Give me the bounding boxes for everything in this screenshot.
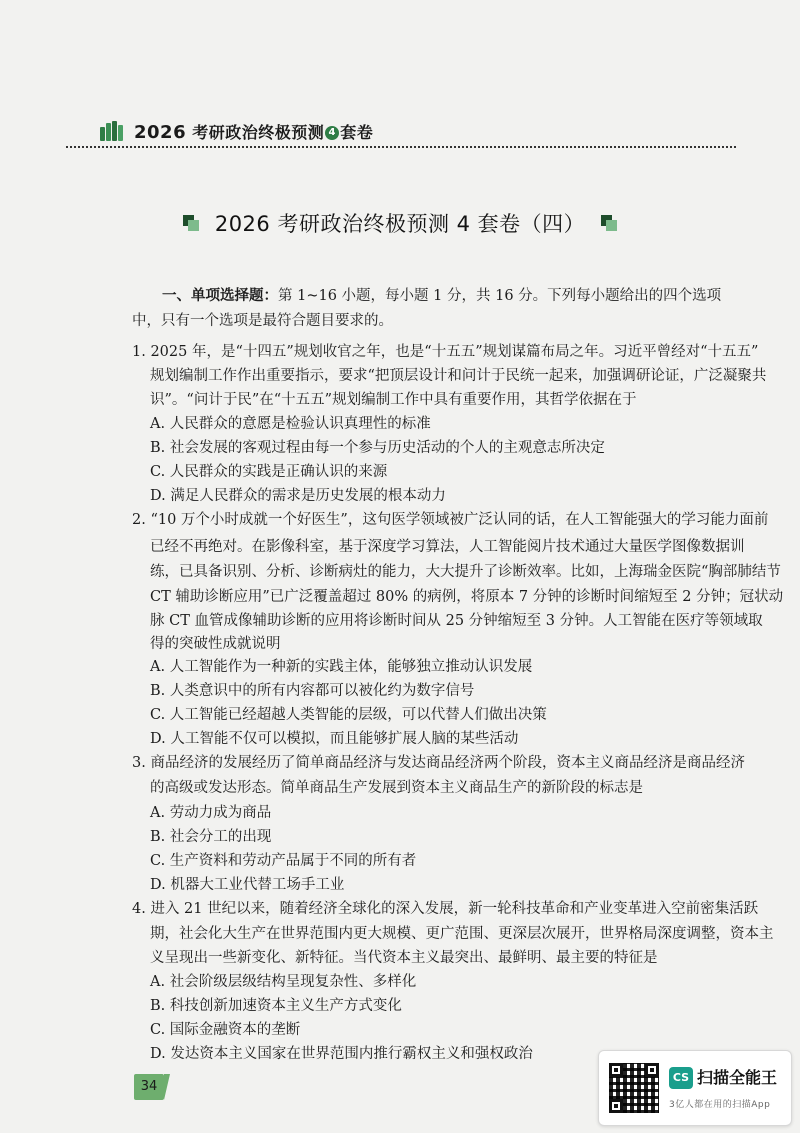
camscanner-logo-icon: CS <box>669 1067 693 1089</box>
q1-option-d: D. 满足人民群众的需求是历史发展的根本动力 <box>150 488 446 504</box>
qr-code-icon <box>609 1063 659 1113</box>
q1-option-a: A. 人民群众的意愿是检验认识真理性的标准 <box>150 416 431 432</box>
q4-option-d: D. 发达资本主义国家在世界范围内推行霸权主义和强权政治 <box>150 1046 533 1062</box>
header-year: 2026 <box>134 121 187 143</box>
watermark-tagline: 3亿人都在用的扫描App <box>669 1100 771 1110</box>
section-heading: 一、单项选择题： <box>162 288 278 304</box>
q3-option-c: C. 生产资料和劳动产品属于不同的所有者 <box>150 853 417 869</box>
scanner-watermark <box>598 1050 792 1126</box>
q4-stem-line: 期，社会化大生产在世界范围内更大规模、更广范围、更深层次展开，世界格局深度调整，资本主 <box>150 926 774 942</box>
q2-stem-line: CT 辅助诊断应用”已广泛覆盖超过 80% 的病例，将原本 7 分钟的诊断时间缩短至 2 分钟；冠状动 <box>150 589 784 605</box>
q1-stem-line: 1. 2025 年，是“十四五”规划收官之年，也是“十五五”规划谋篇布局之年。习近平曾经对“十五五” <box>132 344 759 360</box>
q2-option-d: D. 人工智能不仅可以模拟，而且能够扩展人脑的某些活动 <box>150 731 519 747</box>
decor-squares-left-icon <box>183 215 199 231</box>
running-header <box>100 118 373 144</box>
book-icon <box>100 121 126 141</box>
q2-stem-line: 得的突破性成就说明 <box>150 636 281 652</box>
q1-stem-line: 识”。“问计于民”在“十五五”规划编制工作中具有重要作用，其哲学依据在于 <box>150 392 637 408</box>
paper-title: 2026 考研政治终极预测 4 套卷（四） <box>214 212 586 236</box>
q2-stem-line: 练，已具备识别、分析、诊断病灶的能力，大大提升了诊断效率。比如，上海瑞金医院“胸部肺结节 <box>150 564 781 580</box>
header-circled-number: 4 <box>325 126 339 140</box>
q2-stem-line: 2. “10 万个小时成就一个好医生”，这句医学领域被广泛认同的话，在人工智能强大的学习能力面前 <box>132 512 769 528</box>
header-series-title: 考研政治终极预测 <box>192 122 325 142</box>
title-row <box>0 208 800 238</box>
decor-squares-right-icon <box>601 215 617 231</box>
q1-option-c: C. 人民群众的实践是正确认识的来源 <box>150 464 388 480</box>
watermark-app-name: 扫描全能王 <box>697 1068 778 1087</box>
page-number: 34 <box>134 1074 164 1100</box>
q1-stem-line: 规划编制工作作出重要指示，要求“把顶层设计和问计于民统一起来，加强调研论证，广泛凝聚共 <box>150 368 767 384</box>
section-intro <box>132 284 726 334</box>
q3-stem-line: 3. 商品经济的发展经历了简单商品经济与发达商品经济两个阶段，资本主义商品经济是商品经济 <box>132 755 745 771</box>
q4-option-b: B. 科技创新加速资本主义生产方式变化 <box>150 998 402 1014</box>
q2-option-b: B. 人类意识中的所有内容都可以被化约为数字信号 <box>150 683 475 699</box>
q4-option-a: A. 社会阶级层级结构呈现复杂性、多样化 <box>150 974 417 990</box>
q2-stem-line: 已经不再绝对。在影像科室，基于深度学习算法，人工智能阅片技术通过大量医学图像数据训 <box>150 539 745 555</box>
q2-option-c: C. 人工智能已经超越人类智能的层级，可以代替人们做出决策 <box>150 707 547 723</box>
q3-option-d: D. 机器大工业代替工场手工业 <box>150 877 345 893</box>
q4-option-c: C. 国际金融资本的垄断 <box>150 1022 301 1038</box>
q4-stem-line: 4. 进入 21 世纪以来，随着经济全球化的深入发展，新一轮科技革命和产业变革进入空前密集活跃 <box>132 901 759 917</box>
section-instructions: 第 1~16 小题，每小题 1 分，共 16 分。下列每小题给出的四个选项中，只有一个选项是最符合题目要求的。 <box>132 288 722 329</box>
header-divider <box>66 146 736 148</box>
q3-option-a: A. 劳动力成为商品 <box>150 805 272 821</box>
header-title <box>134 120 373 143</box>
q4-stem-line: 义呈现出一些新变化、新特征。当代资本主义最突出、最鲜明、最主要的特征是 <box>150 950 658 966</box>
q1-option-b: B. 社会发展的客观过程由每一个参与历史活动的个人的主观意志所决定 <box>150 440 605 456</box>
q3-stem-line: 的高级或发达形态。简单商品生产发展到资本主义商品生产的新阶段的标志是 <box>150 780 643 796</box>
q3-option-b: B. 社会分工的出现 <box>150 829 272 845</box>
q2-option-a: A. 人工智能作为一种新的实践主体，能够独立推动认识发展 <box>150 659 533 675</box>
q2-stem-line: 脉 CT 血管成像辅助诊断的应用将诊断时间从 25 分钟缩短至 3 分钟。人工智能在医疗等领域取 <box>150 613 763 629</box>
header-series-suffix: 套卷 <box>340 122 374 142</box>
